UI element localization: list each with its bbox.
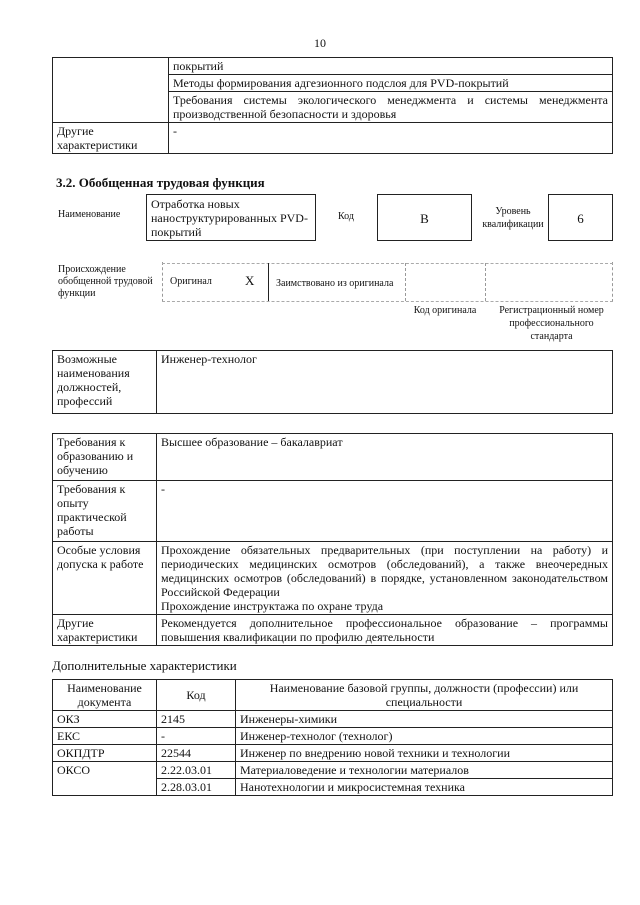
- table-cell: Материаловедение и технологии материалов: [236, 762, 613, 779]
- table-cell: Методы формирования адгезионного подслоя для PVD-покрытий: [169, 75, 613, 92]
- table-row: [53, 680, 613, 711]
- top-table: [52, 57, 613, 154]
- table-cell: Требования к образованию и обучению: [53, 434, 157, 481]
- table-cell: -: [157, 728, 236, 745]
- table-cell: ОКЗ: [53, 711, 157, 728]
- table-cell: [157, 542, 613, 615]
- name-label: Наименование: [58, 209, 121, 220]
- table-cell: Нанотехнологии и микросистемная техника: [236, 779, 613, 796]
- table-cell: покрытий: [169, 58, 613, 75]
- origin-divider: [485, 263, 486, 301]
- level-value: 6: [548, 194, 613, 241]
- table-cell: -: [169, 123, 613, 154]
- original-mark: X: [245, 273, 255, 288]
- table-cell: 2145: [157, 711, 236, 728]
- table-cell: Требования к опыту практической работы: [53, 481, 157, 542]
- table-cell: -: [157, 481, 613, 542]
- table-row: [53, 711, 613, 728]
- origin-divider: [405, 263, 406, 301]
- table-cell: ЕКС: [53, 728, 157, 745]
- additional-title: Дополнительные характеристики: [52, 658, 237, 673]
- requirement-text: Прохождение обязательных предварительных (при поступлении на работу) и периодических медицинских осмотров (обследований), а также внеочередных медицинских осмотров (обследований) в порядке, установленном законодательством Российской Федерации: [161, 543, 608, 599]
- code-value: B: [377, 194, 472, 241]
- origin-label: Происхождение обобщенной трудовой функции: [58, 264, 153, 299]
- table-cell: 22544: [157, 745, 236, 762]
- requirement-text: Прохождение инструктажа по охране труда: [161, 599, 384, 613]
- code-original-label: Код оригинала: [413, 305, 477, 316]
- name-value: Отработка новых наноструктурированных PVD-покрытий: [146, 194, 316, 241]
- table-row: [53, 542, 613, 615]
- origin-bottom-rule: [162, 301, 613, 302]
- table-row: [53, 123, 613, 154]
- table-header: Наименование базовой группы, должности (профессии) или специальности: [236, 680, 613, 711]
- reg-number-label: Регистрационный номер профессионального стандарта: [499, 305, 604, 342]
- table-cell: Инженеры-химики: [236, 711, 613, 728]
- origin-divider: [268, 263, 269, 301]
- origin-top-rule: [162, 263, 613, 264]
- table-header: Код: [157, 680, 236, 711]
- additional-table: [52, 679, 613, 796]
- positions-table: [52, 350, 613, 414]
- level-label: Уровень квалификации: [482, 206, 544, 230]
- page-number: 10: [314, 36, 326, 50]
- table-cell: ОКПДТР: [53, 745, 157, 762]
- table-row: [53, 481, 613, 542]
- table-row: [53, 728, 613, 745]
- table-cell: ОКСО: [53, 762, 157, 796]
- table-cell: Инженер-технолог (технолог): [236, 728, 613, 745]
- table-row: [53, 762, 613, 779]
- table-cell: Инженер по внедрению новой техники и технологии: [236, 745, 613, 762]
- table-cell: Инженер-технолог: [157, 351, 613, 414]
- table-cell: Требования системы экологического менеджмента и системы менеджмента производственной безопасности и здоровья: [169, 92, 613, 123]
- borrowed-label: Заимствовано из оригинала: [276, 278, 394, 289]
- table-row: [53, 615, 613, 646]
- code-label: Код: [338, 211, 354, 222]
- table-row: [53, 434, 613, 481]
- table-cell: 2.22.03.01: [157, 762, 236, 779]
- section-title: 3.2. Обобщенная трудовая функция: [56, 175, 265, 190]
- table-cell: Другие характеристики: [53, 123, 169, 154]
- table-cell: Другие характеристики: [53, 615, 157, 646]
- table-cell: Рекомендуется дополнительное профессиональное образование – программы повышения квалификации по профилю деятельности: [157, 615, 613, 646]
- table-cell: Особые условия допуска к работе: [53, 542, 157, 615]
- table-header: Наименование документа: [53, 680, 157, 711]
- requirements-table: [52, 433, 613, 646]
- original-label: Оригинал: [170, 276, 212, 287]
- table-row: [53, 58, 613, 75]
- table-cell: Возможные наименования должностей, профессий: [53, 351, 157, 414]
- table-cell: 2.28.03.01: [157, 779, 236, 796]
- table-cell: [53, 58, 169, 123]
- table-row: [53, 745, 613, 762]
- table-row: [53, 351, 613, 414]
- table-cell: Высшее образование – бакалавриат: [157, 434, 613, 481]
